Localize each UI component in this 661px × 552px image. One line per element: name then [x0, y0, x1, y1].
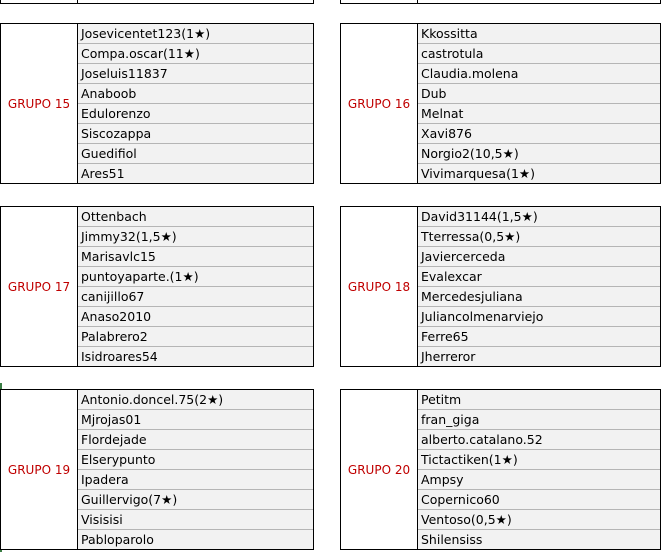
previous-table-edge-left-members	[77, 0, 314, 4]
member-cell: Elserypunto	[78, 450, 313, 470]
member-cell: Petitm	[418, 390, 660, 410]
member-cell: alberto.catalano.52	[418, 430, 660, 450]
group-label: GRUPO 16	[341, 24, 418, 183]
group-table	[340, 23, 661, 184]
member-cell: Evalexcar	[418, 267, 660, 287]
group-table	[340, 206, 661, 367]
member-cell: Isidroares54	[78, 347, 313, 366]
member-cell: Shilensiss	[418, 530, 660, 549]
member-cell: castrotula	[418, 44, 660, 64]
member-cell: Kkossitta	[418, 24, 660, 44]
member-cell: Mercedesjuliana	[418, 287, 660, 307]
member-list	[78, 207, 313, 366]
member-cell: Joseluis11837	[78, 64, 313, 84]
group-table	[340, 389, 661, 550]
member-cell: Norgio2(10,5★)	[418, 144, 660, 164]
member-cell: Ferre65	[418, 327, 660, 347]
member-list	[418, 24, 660, 183]
group-table	[0, 389, 314, 550]
member-cell: Josevicentet123(1★)	[78, 24, 313, 44]
member-cell: Edulorenzo	[78, 104, 313, 124]
member-cell: Anaso2010	[78, 307, 313, 327]
member-cell: Siscozappa	[78, 124, 313, 144]
member-cell: Xavi876	[418, 124, 660, 144]
member-cell: Melnat	[418, 104, 660, 124]
member-cell: Ipadera	[78, 470, 313, 490]
group-table	[0, 23, 314, 184]
group-label: GRUPO 19	[1, 390, 78, 549]
member-cell: Guillervigo(7★)	[78, 490, 313, 510]
member-cell: Ottenbach	[78, 207, 313, 227]
member-cell: Mjrojas01	[78, 410, 313, 430]
member-cell: Jherreror	[418, 347, 660, 366]
previous-table-edge-right-members	[417, 0, 661, 4]
member-cell: Ampsy	[418, 470, 660, 490]
member-cell: Jimmy32(1,5★)	[78, 227, 313, 247]
member-cell: puntoyaparte.(1★)	[78, 267, 313, 287]
member-cell: Copernico60	[418, 490, 660, 510]
previous-table-edge-right	[340, 0, 418, 4]
member-list	[78, 24, 313, 183]
member-cell: Palabrero2	[78, 327, 313, 347]
member-cell: Vivimarquesa(1★)	[418, 164, 660, 183]
group-label: GRUPO 17	[1, 207, 78, 366]
member-cell: fran_giga	[418, 410, 660, 430]
group-label: GRUPO 15	[1, 24, 78, 183]
member-cell: Compa.oscar(11★)	[78, 44, 313, 64]
member-list	[418, 390, 660, 549]
member-cell: Claudia.molena	[418, 64, 660, 84]
member-cell: Marisavlc15	[78, 247, 313, 267]
member-cell: David31144(1,5★)	[418, 207, 660, 227]
member-cell: Tictactiken(1★)	[418, 450, 660, 470]
member-cell: canijillo67	[78, 287, 313, 307]
member-cell: Tterressa(0,5★)	[418, 227, 660, 247]
member-cell: Javiercerceda	[418, 247, 660, 267]
member-list	[418, 207, 660, 366]
member-cell: Antonio.doncel.75(2★)	[78, 390, 313, 410]
member-cell: Pabloparolo	[78, 530, 313, 549]
member-cell: Dub	[418, 84, 660, 104]
member-cell: Ventoso(0,5★)	[418, 510, 660, 530]
group-label: GRUPO 18	[341, 207, 418, 366]
member-cell: Flordejade	[78, 430, 313, 450]
member-cell: Ares51	[78, 164, 313, 183]
member-cell: Juliancolmenarviejo	[418, 307, 660, 327]
group-label: GRUPO 20	[341, 390, 418, 549]
member-cell: Anaboob	[78, 84, 313, 104]
group-table	[0, 206, 314, 367]
member-cell: Visisisi	[78, 510, 313, 530]
member-cell: Guedifiol	[78, 144, 313, 164]
previous-table-edge-left	[0, 0, 78, 4]
member-list	[78, 390, 313, 549]
